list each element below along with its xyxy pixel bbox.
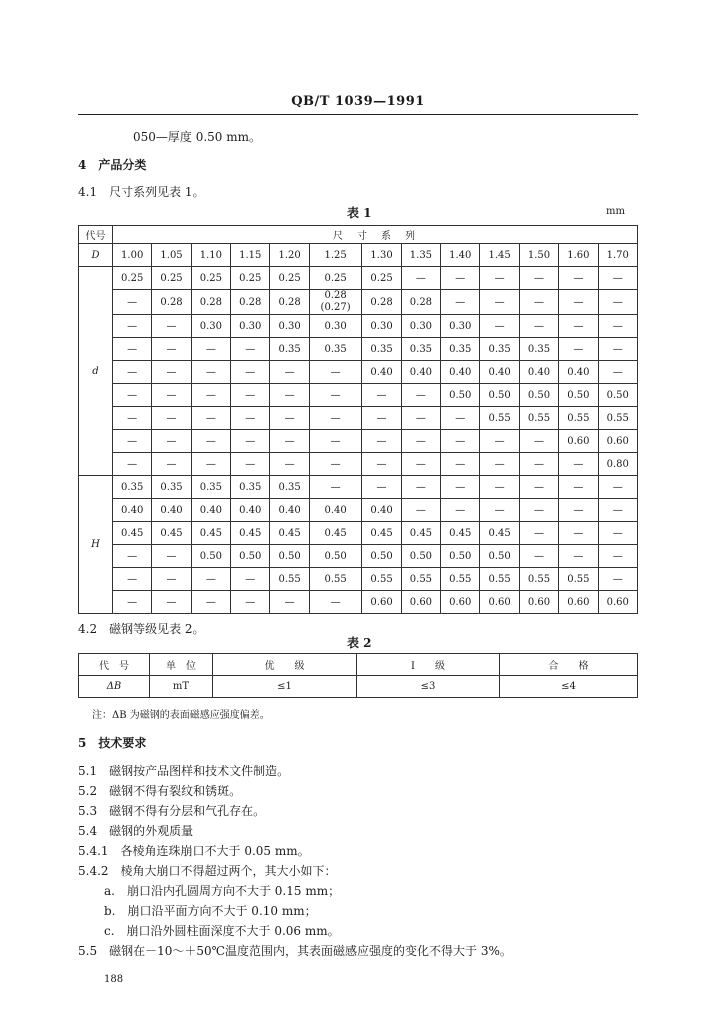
table1-cell: —	[113, 453, 152, 476]
table1-cell: 0.25	[231, 267, 270, 290]
subitem-b: b. 崩口沿平面方向不大于 0.10 mm；	[104, 904, 317, 918]
item-5-4-2: 5.4.2 棱角大崩口不得超过两个，其大小如下：	[78, 864, 337, 878]
table-row	[79, 315, 638, 338]
table1-cell: —	[519, 453, 558, 476]
table1-cell: —	[559, 499, 598, 522]
table1-cell: 0.45	[270, 522, 309, 545]
table1-cell: —	[598, 267, 637, 290]
table1-cell: 0.30	[309, 315, 362, 338]
table2-header: 单 位	[150, 654, 213, 676]
table-1	[78, 225, 638, 614]
table1-cell: —	[191, 384, 230, 407]
table1-cell: —	[309, 430, 362, 453]
table1-cell: 0.28	[362, 290, 401, 315]
table1-cell: —	[559, 522, 598, 545]
table2-caption: 表 2	[347, 636, 372, 650]
table1-cell: 0.35	[401, 338, 440, 361]
table1-cell: —	[191, 453, 230, 476]
table-row	[79, 453, 638, 476]
item-5-5: 5.5 磁钢在－10～＋50℃温度范围内，其表面磁感应强度的变化不得大于 3%。	[78, 944, 512, 958]
table1-cell: —	[362, 476, 401, 499]
table1-cell: —	[401, 453, 440, 476]
table1-cell: 0.55	[519, 568, 558, 591]
table1-head-series: 尺 寸 系 列	[113, 226, 638, 244]
table1-cell: 0.25	[113, 267, 152, 290]
table1-cell: —	[519, 545, 558, 568]
table-row	[79, 522, 638, 545]
page-number: 188	[104, 974, 124, 985]
table1-cell: 0.60	[598, 430, 637, 453]
table1-cell: 0.50	[480, 545, 519, 568]
table1-cell: 0.55	[441, 568, 480, 591]
table1-cell: —	[309, 407, 362, 430]
table1-cell: 0.40	[480, 361, 519, 384]
table1-cell: 0.50	[559, 384, 598, 407]
table1-cell: —	[441, 430, 480, 453]
table1-cell: —	[480, 430, 519, 453]
table1-cell: —	[152, 430, 191, 453]
table1-cell: —	[270, 361, 309, 384]
table1-cell: —	[191, 407, 230, 430]
table1-cell: —	[191, 591, 230, 614]
table1-cell: 0.40	[231, 499, 270, 522]
table-row	[79, 545, 638, 568]
item-5-4: 5.4 磁钢的外观质量	[78, 824, 194, 838]
table1-cell: 0.45	[113, 522, 152, 545]
table1-cell: 0.28	[152, 290, 191, 315]
table1-cell: —	[152, 361, 191, 384]
table1-cell: —	[480, 499, 519, 522]
table1-cell: —	[480, 476, 519, 499]
table1-D-cell: 1.00	[113, 244, 152, 267]
section-5-title: 5 技术要求	[78, 736, 147, 750]
table1-cell: —	[113, 407, 152, 430]
table1-cell: —	[113, 338, 152, 361]
table-2	[78, 653, 638, 698]
table1-cell: 0.50	[191, 545, 230, 568]
table1-cell: 0.35	[480, 338, 519, 361]
table1-cell: —	[231, 338, 270, 361]
table1-cell: —	[152, 568, 191, 591]
table2-cell: mT	[150, 676, 213, 698]
table1-cell: —	[309, 453, 362, 476]
table1-cell: 0.35	[191, 476, 230, 499]
table1-cell: —	[113, 384, 152, 407]
table1-cell: 0.50	[270, 545, 309, 568]
table1-cell: —	[559, 476, 598, 499]
table-row	[79, 430, 638, 453]
table1-cell: —	[231, 591, 270, 614]
table1-cell: 0.45	[441, 522, 480, 545]
table-row	[79, 591, 638, 614]
table1-cell: 0.35	[270, 476, 309, 499]
table1-cell: 0.60	[362, 591, 401, 614]
page-header: QB/T 1039—1991	[291, 94, 425, 109]
table1-cell: 0.60	[559, 430, 598, 453]
table1-cell: —	[362, 407, 401, 430]
table1-cell: —	[480, 267, 519, 290]
table1-cell: —	[270, 430, 309, 453]
table1-cell: 0.40	[559, 361, 598, 384]
table1-cell: —	[519, 267, 558, 290]
table1-cell: 0.45	[191, 522, 230, 545]
subitem-a: a. 崩口沿内孔圆周方向不大于 0.15 mm；	[104, 884, 341, 898]
table1-D-cell: 1.40	[441, 244, 480, 267]
table1-cell: —	[480, 315, 519, 338]
table1-cell: —	[598, 361, 637, 384]
table-row	[79, 267, 638, 290]
table1-cell: —	[152, 453, 191, 476]
row-label-H: H	[79, 476, 113, 614]
table1-D-cell: 1.30	[362, 244, 401, 267]
table1-cell: 0.60	[401, 591, 440, 614]
table1-cell: 0.35	[113, 476, 152, 499]
table1-cell: 0.30	[231, 315, 270, 338]
table1-cell: 0.45	[480, 522, 519, 545]
table1-cell: —	[519, 315, 558, 338]
table1-cell: —	[309, 361, 362, 384]
table1-cell: —	[401, 499, 440, 522]
table1-cell: —	[598, 476, 637, 499]
table1-unit: mm	[606, 206, 625, 217]
table1-caption: 表 1	[347, 206, 372, 220]
table1-cell: —	[113, 290, 152, 315]
table1-D-cell: 1.10	[191, 244, 230, 267]
table1-cell: —	[191, 338, 230, 361]
table1-cell: —	[152, 384, 191, 407]
table1-cell: 0.35	[152, 476, 191, 499]
table1-cell: —	[231, 453, 270, 476]
table1-cell: 0.45	[231, 522, 270, 545]
table1-cell: —	[113, 315, 152, 338]
item-5-4-1: 5.4.1 各棱角连珠崩口不大于 0.05 mm。	[78, 844, 310, 858]
table1-cell: 0.60	[441, 591, 480, 614]
table1-cell: —	[598, 315, 637, 338]
table1-cell: —	[309, 476, 362, 499]
table1-cell: —	[598, 568, 637, 591]
table1-cell: 0.55	[598, 407, 637, 430]
table1-cell: —	[231, 568, 270, 591]
table2-header: 合 格	[500, 654, 638, 676]
table1-cell: —	[231, 384, 270, 407]
table1-cell: 0.55	[401, 568, 440, 591]
table1-cell: 0.45	[152, 522, 191, 545]
table1-cell: 0.35	[519, 338, 558, 361]
table1-cell: 0.55	[559, 568, 598, 591]
table1-cell: 0.28	[231, 290, 270, 315]
table1-cell: 0.30	[362, 315, 401, 338]
item-5-3: 5.3 磁钢不得有分层和气孔存在。	[78, 804, 266, 818]
intro-line: 050—厚度 0.50 mm。	[133, 130, 262, 144]
table1-cell: —	[191, 430, 230, 453]
table1-cell: —	[559, 315, 598, 338]
table1-cell: 0.25	[270, 267, 309, 290]
table1-cell: 0.40	[309, 499, 362, 522]
table1-cell: —	[152, 315, 191, 338]
table1-cell: 0.30	[401, 315, 440, 338]
table1-cell: —	[598, 338, 637, 361]
table1-D-cell: 1.45	[480, 244, 519, 267]
table1-cell: 0.50	[441, 384, 480, 407]
table1-cell: 0.40	[401, 361, 440, 384]
item-5-2: 5.2 磁钢不得有裂纹和锈斑。	[78, 784, 242, 798]
table1-cell: —	[441, 407, 480, 430]
table1-cell: 0.50	[362, 545, 401, 568]
table-row	[79, 568, 638, 591]
table1-cell: 0.55	[559, 407, 598, 430]
table1-cell: —	[519, 290, 558, 315]
table1-cell: 0.35	[362, 338, 401, 361]
table1-cell: 0.40	[441, 361, 480, 384]
table1-cell: —	[441, 290, 480, 315]
table1-cell: 0.60	[559, 591, 598, 614]
table1-cell: 0.35	[309, 338, 362, 361]
table2-cell: ≤3	[357, 676, 500, 698]
table1-cell: —	[270, 453, 309, 476]
table1-cell: 0.55	[270, 568, 309, 591]
table2-cell: ≤4	[500, 676, 638, 698]
table1-D-cell: 1.35	[401, 244, 440, 267]
table1-cell: 0.28	[191, 290, 230, 315]
header-rule	[78, 114, 638, 115]
table1-cell: 0.50	[519, 384, 558, 407]
table1-cell: —	[598, 499, 637, 522]
table1-cell: 0.35	[231, 476, 270, 499]
table1-cell: —	[401, 476, 440, 499]
table-row	[79, 338, 638, 361]
table1-cell: 0.50	[309, 545, 362, 568]
table1-D-cell: 1.15	[231, 244, 270, 267]
table1-cell: —	[362, 453, 401, 476]
table1-cell: 0.40	[152, 499, 191, 522]
table-row	[79, 499, 638, 522]
table1-cell: 0.50	[480, 384, 519, 407]
row-label-D: D	[79, 244, 113, 267]
table1-cell: 0.25	[152, 267, 191, 290]
table1-cell: —	[519, 430, 558, 453]
table1-cell: 0.25	[362, 267, 401, 290]
table1-cell: —	[362, 430, 401, 453]
table1-cell: 0.50	[441, 545, 480, 568]
table1-cell: —	[598, 522, 637, 545]
table1-cell: —	[152, 338, 191, 361]
table1-cell: 0.40	[519, 361, 558, 384]
table1-cell: 0.45	[362, 522, 401, 545]
subitem-c: c. 崩口沿外圆柱面深度不大于 0.06 mm。	[104, 924, 340, 938]
item-4-2: 4.2 磁钢等级见表 2。	[78, 622, 205, 636]
table-row	[79, 476, 638, 499]
table2-note: 注：ΔB 为磁钢的表面磁感应强度偏差。	[92, 710, 270, 721]
table1-cell: —	[113, 545, 152, 568]
table1-cell: —	[519, 522, 558, 545]
table1-cell: —	[113, 430, 152, 453]
table1-cell: —	[231, 407, 270, 430]
table1-cell: —	[309, 591, 362, 614]
table1-cell: —	[401, 430, 440, 453]
table-row	[79, 244, 638, 267]
table2-cell: ≤1	[213, 676, 357, 698]
table1-cell: —	[559, 545, 598, 568]
table-row	[79, 384, 638, 407]
table1-cell: 0.28	[270, 290, 309, 315]
table1-cell: —	[152, 545, 191, 568]
table2-header: Ⅰ 级	[357, 654, 500, 676]
table1-cell: 0.55	[480, 568, 519, 591]
table1-cell: 0.30	[441, 315, 480, 338]
table1-cell: —	[598, 545, 637, 568]
table1-cell: —	[270, 384, 309, 407]
table1-cell: —	[480, 290, 519, 315]
table1-cell: 0.60	[480, 591, 519, 614]
table1-cell: —	[441, 499, 480, 522]
table1-cell: 0.40	[362, 361, 401, 384]
table1-cell: —	[559, 453, 598, 476]
table1-cell: —	[559, 267, 598, 290]
table1-cell: —	[113, 591, 152, 614]
table1-cell: 0.30	[270, 315, 309, 338]
table1-cell: —	[401, 267, 440, 290]
table1-cell: —	[309, 384, 362, 407]
table1-cell: 0.55	[362, 568, 401, 591]
table1-cell: 0.50	[598, 384, 637, 407]
table1-cell: —	[519, 499, 558, 522]
table1-cell: 0.45	[401, 522, 440, 545]
row-label-d: d	[79, 267, 113, 476]
table1-cell: —	[191, 361, 230, 384]
table1-cell: —	[401, 407, 440, 430]
item-4-1: 4.1 尺寸系列见表 1。	[78, 185, 205, 199]
table1-D-cell: 1.50	[519, 244, 558, 267]
table1-cell: —	[362, 384, 401, 407]
table1-cell: 0.60	[598, 591, 637, 614]
table1-cell: 0.28 (0.27)	[309, 290, 362, 315]
table1-cell: —	[231, 430, 270, 453]
table1-cell: 0.50	[231, 545, 270, 568]
table1-cell: —	[231, 361, 270, 384]
table1-cell: 0.55	[480, 407, 519, 430]
table-row	[79, 361, 638, 384]
table1-cell: 0.50	[401, 545, 440, 568]
table1-cell: 0.28	[401, 290, 440, 315]
table1-cell: 0.40	[270, 499, 309, 522]
table1-cell: 0.60	[519, 591, 558, 614]
table1-D-cell: 1.05	[152, 244, 191, 267]
table1-cell: —	[270, 407, 309, 430]
table1-cell: 0.40	[191, 499, 230, 522]
table1-cell: —	[519, 476, 558, 499]
table1-cell: —	[270, 591, 309, 614]
table2-header: 代 号	[79, 654, 150, 676]
table1-cell: 0.25	[191, 267, 230, 290]
table1-cell: 0.40	[113, 499, 152, 522]
table1-cell: —	[113, 361, 152, 384]
table1-D-cell: 1.70	[598, 244, 637, 267]
table1-cell: 0.25	[309, 267, 362, 290]
table-row	[79, 290, 638, 315]
table1-cell: —	[191, 568, 230, 591]
item-5-1: 5.1 磁钢按产品图样和技术文件制造。	[78, 764, 290, 778]
table1-cell: 0.30	[191, 315, 230, 338]
table1-cell: —	[441, 267, 480, 290]
table1-cell: —	[401, 384, 440, 407]
table1-cell: —	[152, 591, 191, 614]
table1-D-cell: 1.60	[559, 244, 598, 267]
table1-cell: —	[559, 290, 598, 315]
table1-cell: 0.35	[270, 338, 309, 361]
table1-cell: —	[113, 568, 152, 591]
table2-header: 优 级	[213, 654, 357, 676]
table1-cell: 0.55	[309, 568, 362, 591]
table1-cell: 0.35	[441, 338, 480, 361]
table1-cell: —	[441, 453, 480, 476]
table1-cell: —	[559, 338, 598, 361]
table1-D-cell: 1.20	[270, 244, 309, 267]
table1-cell: —	[441, 476, 480, 499]
table1-cell: 0.55	[519, 407, 558, 430]
table1-cell: 0.45	[309, 522, 362, 545]
table1-head-code: 代号	[79, 226, 113, 244]
table2-cell: ΔB	[79, 676, 150, 698]
table1-cell: —	[480, 453, 519, 476]
table-row	[79, 407, 638, 430]
table1-cell: —	[598, 290, 637, 315]
table1-D-cell: 1.25	[309, 244, 362, 267]
table1-cell: 0.40	[362, 499, 401, 522]
table1-cell: —	[152, 407, 191, 430]
section-4-title: 4 产品分类	[78, 158, 147, 172]
table1-cell: 0.80	[598, 453, 637, 476]
